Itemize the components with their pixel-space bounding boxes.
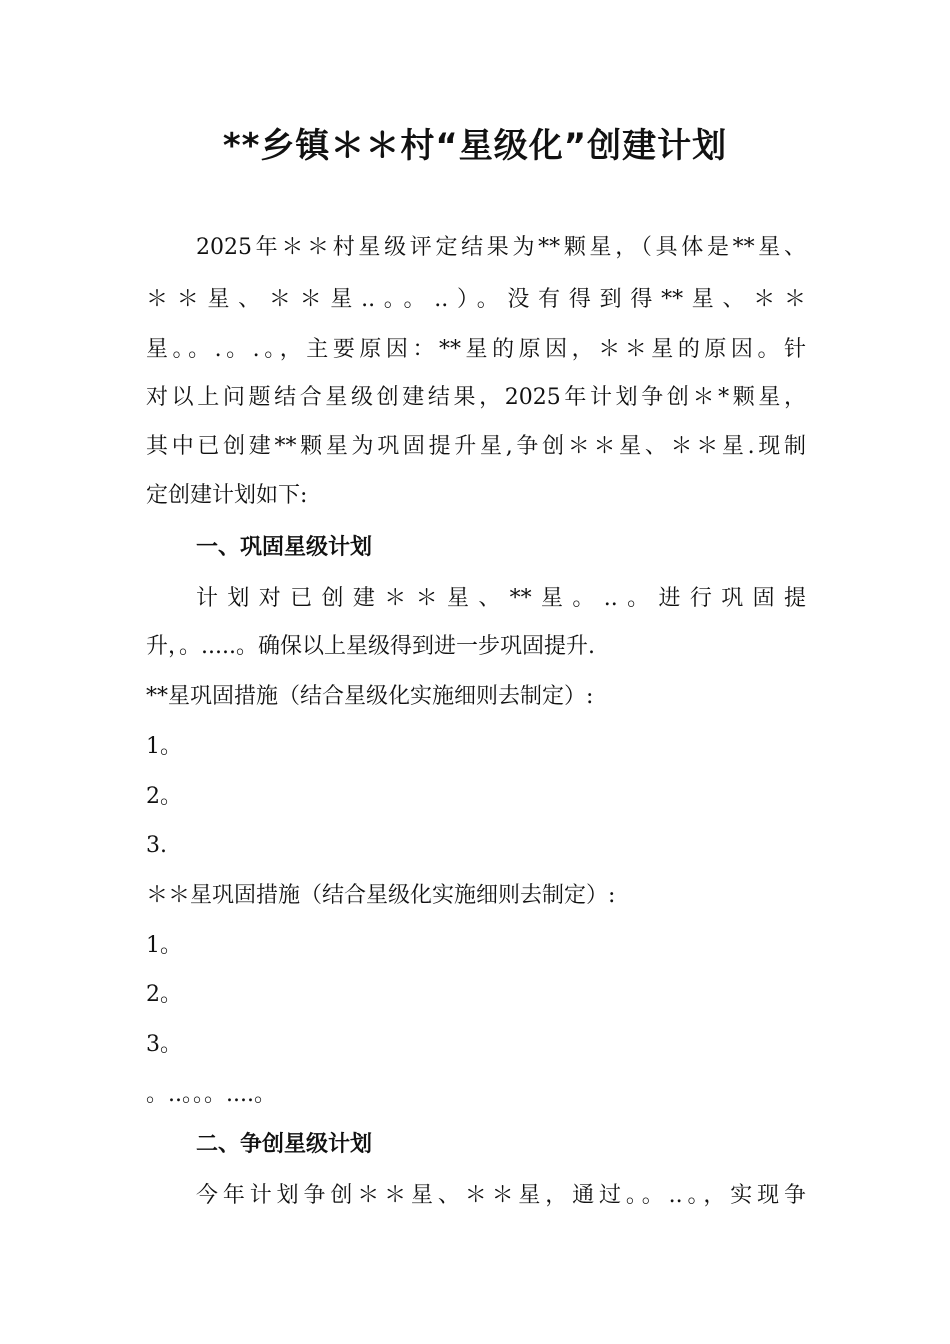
measure-a-label: **星巩固措施（结合星级化实施细则去制定）: — [146, 684, 594, 709]
measure-a-item-3: 3. — [146, 833, 167, 858]
measure-b-item-3: 3。 — [146, 1032, 182, 1057]
document-title: **乡镇＊＊村“星级化”创建计划 — [222, 126, 728, 166]
measure-a-item-2: 2。 — [146, 784, 182, 809]
section-2-heading: 二、争创星级计划 — [196, 1132, 373, 1157]
measure-b-item-2: 2。 — [146, 982, 182, 1007]
intro-line-1: 2025年＊＊村星级评定结果为**颗星，（具体是**星、 — [196, 235, 806, 260]
intro-line-5: 其中已创建**颗星为巩固提升星,争创＊＊星、＊＊星.现制 — [146, 434, 806, 459]
measure-b-item-1: 1。 — [146, 933, 182, 958]
section-1-heading: 一、巩固星级计划 — [196, 535, 373, 560]
ellipsis-line: 。..。。。....。 — [146, 1082, 276, 1107]
measure-a-item-1: 1。 — [146, 734, 182, 759]
intro-line-4: 对以上问题结合星级创建结果，2025年计划争创＊*颗星， — [146, 385, 806, 410]
section-1-para-line-1: 计划对已创建＊＊星、**星。..。进行巩固提 — [196, 586, 806, 611]
section-2-para-line-1: 今年计划争创＊＊星、＊＊星，通过。。..。，实现争 — [196, 1183, 806, 1208]
intro-line-2: ＊＊星、＊＊星..。。..）。没有得到得**星、＊＊ — [146, 287, 806, 312]
intro-line-6: 定创建计划如下: — [146, 483, 308, 508]
intro-line-3: 星。。.。.。，主要原因：**星的原因，＊＊星的原因。针 — [146, 337, 806, 362]
measure-b-label: ＊＊星巩固措施（结合星级化实施细则去制定）: — [146, 883, 616, 908]
section-1-para-line-2: 升，。.....。确保以上星级得到进一步巩固提升. — [146, 634, 595, 659]
